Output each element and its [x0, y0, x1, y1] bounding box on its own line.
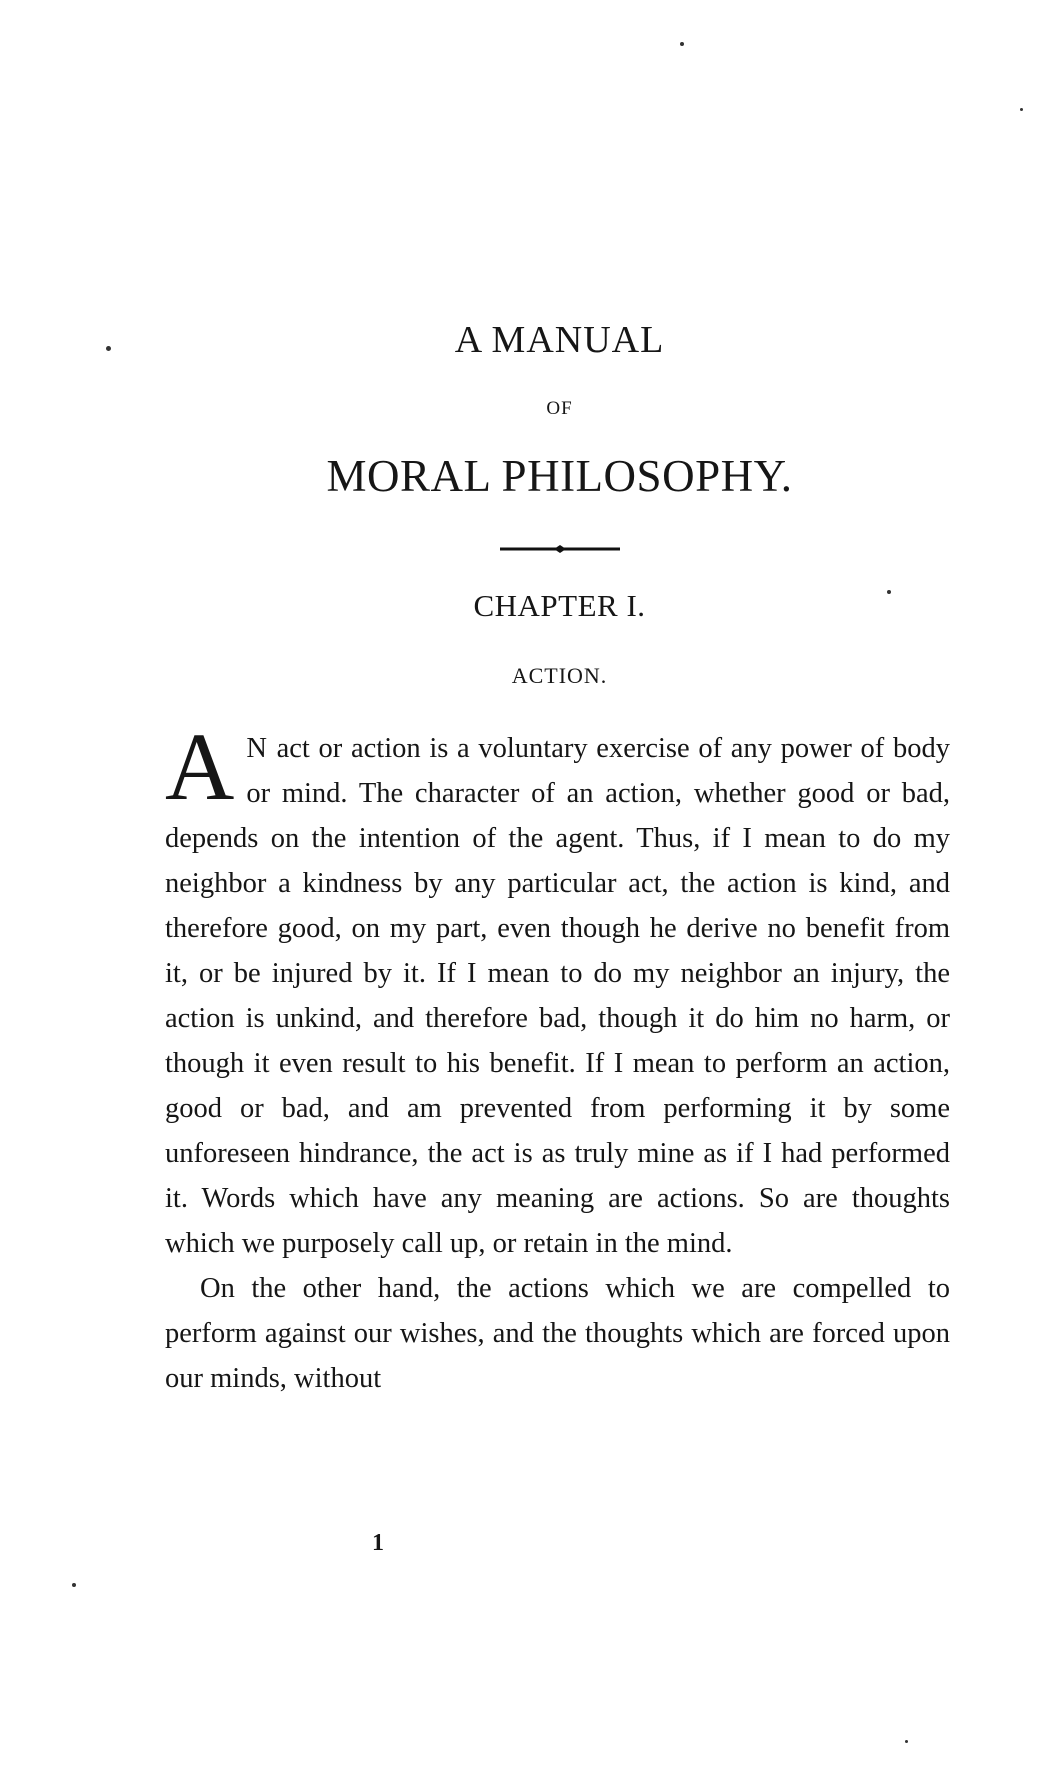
scan-speck — [905, 1740, 908, 1743]
chapter-subheading: ACTION. — [511, 663, 608, 688]
scan-speck — [106, 346, 111, 351]
book-title-of: OF — [546, 398, 573, 419]
title-ornament-rule — [500, 545, 620, 553]
chapter-heading: CHAPTER I. — [473, 588, 646, 623]
scan-speck — [1020, 108, 1023, 111]
drop-cap: A — [165, 713, 235, 820]
scan-speck — [72, 1583, 76, 1587]
scan-speck — [680, 42, 684, 46]
page-number: 1 — [372, 1530, 384, 1556]
book-title-line1: A MANUAL — [454, 319, 665, 361]
scan-speck — [887, 590, 891, 594]
body-text — [165, 713, 950, 1401]
first-word-rest: N — [246, 733, 268, 764]
book-title-line2: MORAL PHILOSOPHY. — [326, 451, 793, 501]
paragraph-2: On the other hand, the actions which we are compelled to perform against our wishes, and the thoughts which are forced upon our minds, without — [165, 1273, 950, 1394]
paragraph-1-text: act or action is a voluntary exercise of any power of body or mind. The character of an action, whether good or bad, depends on the intention of the agent. Thus, if I mean to do my neighbor a kindness by any particular act, the action is kind, and therefore good, on my part, even though he derive no benefit from it, or be injured by it. If I mean to do my neighbor an injury, the action is unkind, and therefore bad, though it do him no harm, or though it even result to his benefit. If I mean to perform an action, good or bad, and am prevented from performing it by some unforeseen hindrance, the act is as truly mine as if I had performed it. Words which have any meaning are actions. So are thoughts which we purposely call up, or retain in the mind. — [165, 733, 950, 1259]
paragraph-1 — [165, 713, 950, 1266]
